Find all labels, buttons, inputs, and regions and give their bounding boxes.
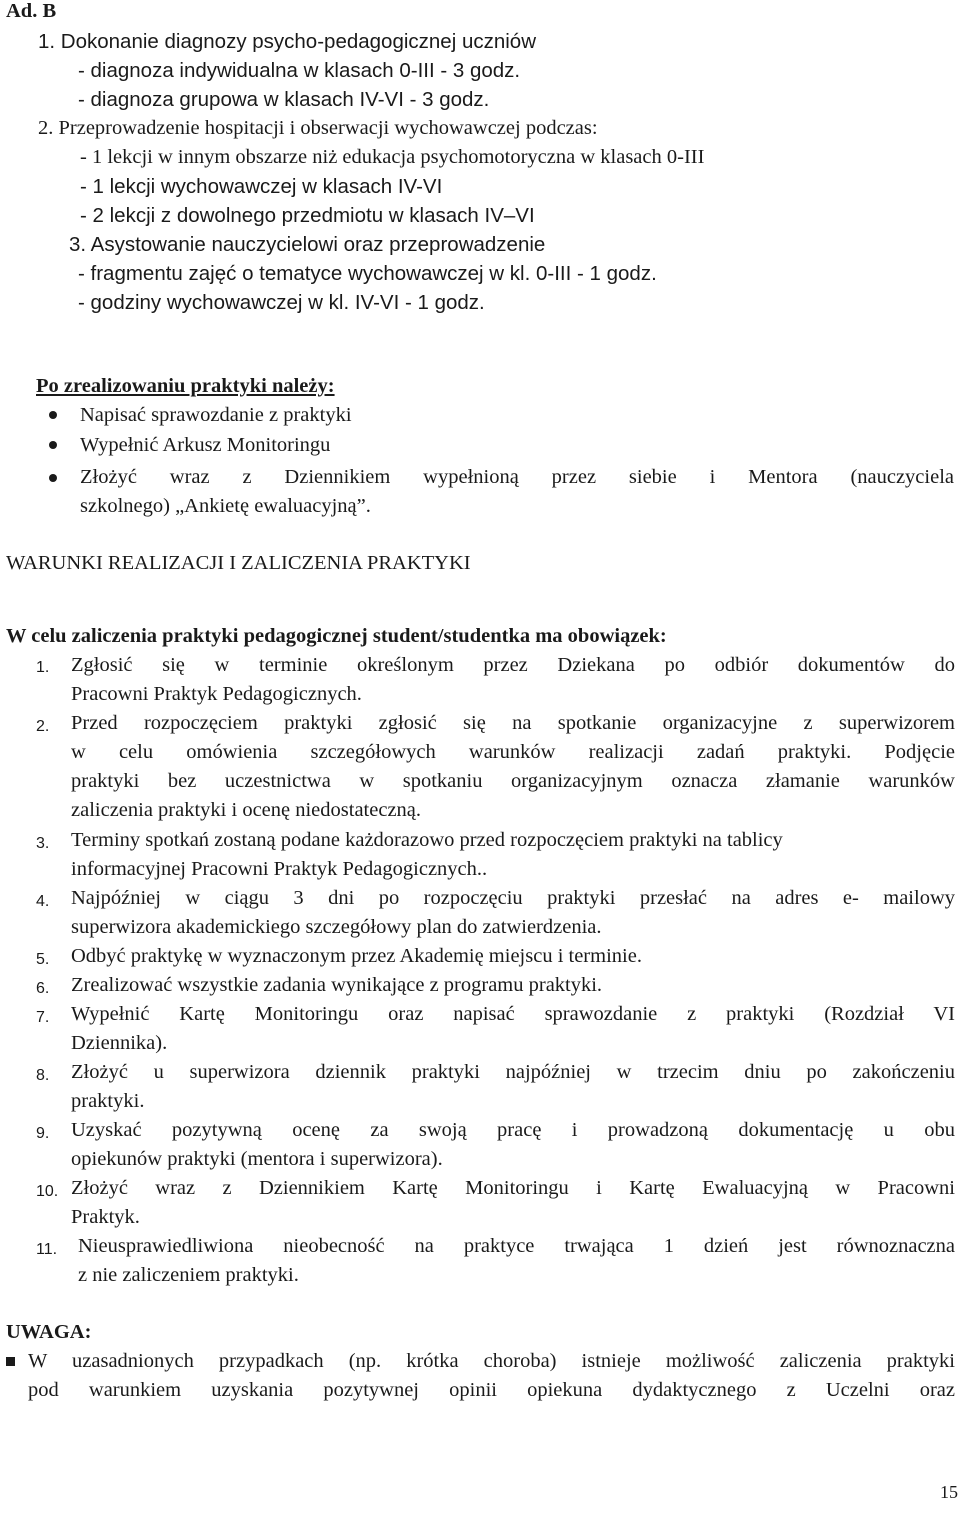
- square-bullet-icon: [6, 1357, 15, 1366]
- section-b-line: 3. Asystowanie nauczycielowi oraz przeprowadzenie: [69, 233, 546, 256]
- bullet-dot-icon: [49, 411, 57, 419]
- list-number: 7.: [36, 1009, 50, 1026]
- list-item-text: Dziennika).: [71, 1032, 168, 1054]
- section-b-line: - 1 lekcji wychowawczej w klasach IV-VI: [80, 175, 443, 198]
- list-number: 11.: [36, 1241, 58, 1258]
- list-number: 6.: [36, 980, 50, 997]
- list-item-text: praktyki.: [71, 1090, 145, 1112]
- page-number: 15: [940, 1482, 958, 1502]
- list-number: 4.: [36, 893, 50, 910]
- list-item-text: Nieusprawiedliwiona nieobecność na praktyce trwająca 1 dzień jest równoznaczna: [78, 1235, 955, 1257]
- section-heading: Ad. B: [6, 0, 57, 22]
- section-b-line: - fragmentu zajęć o tematyce wychowawczej w kl. 0-III - 1 godz.: [78, 262, 657, 285]
- list-item-text: Praktyk.: [71, 1206, 140, 1228]
- list-item-text: Złożyć u superwizora dziennik praktyki najpóźniej w trzecim dniu po zakończeniu: [71, 1061, 955, 1083]
- list-number: 9.: [36, 1125, 50, 1142]
- list-number: 5.: [36, 951, 50, 968]
- bullet-text: Wypełnić Arkusz Monitoringu: [80, 434, 331, 456]
- section-b-line: - 1 lekcji w innym obszarze niż edukacja psychomotoryczna w klasach 0-III: [80, 146, 705, 168]
- list-item-text: Uzyskać pozytywną ocenę za swoją pracę i prowadzoną dokumentację u obu: [71, 1119, 955, 1141]
- list-item-text: Wypełnić Kartę Monitoringu oraz napisać sprawozdanie z praktyki (Rozdział VI: [71, 1003, 955, 1025]
- bullet-dot-icon: [49, 474, 57, 482]
- note-text: W uzasadnionych przypadkach (np. krótka choroba) istnieje możliwość zaliczenia praktyki: [28, 1350, 955, 1372]
- bullet-text-continuation: szkolnego) „Ankietę ewaluacyjną”.: [80, 495, 371, 517]
- list-number: 1.: [36, 659, 50, 676]
- list-item-text: informacyjnej Pracowni Praktyk Pedagogicznych..: [71, 858, 488, 880]
- list-number: 2.: [36, 718, 50, 735]
- section-b-line: - diagnoza indywidualna w klasach 0-III - 3 godz.: [78, 59, 521, 82]
- list-number: 10.: [36, 1183, 59, 1200]
- list-number: 3.: [36, 835, 50, 852]
- section-b-line: 2. Przeprowadzenie hospitacji i obserwacji wychowawczej podczas:: [38, 117, 598, 139]
- list-item-text: Złożyć wraz z Dziennikiem Kartę Monitoringu i Kartę Ewaluacyjną w Pracowni: [71, 1177, 955, 1199]
- list-item-text: Zrealizować wszystkie zadania wynikające z programu praktyki.: [71, 974, 603, 996]
- conditions-title: WARUNKI REALIZACJI I ZALICZENIA PRAKTYKI: [6, 552, 471, 574]
- list-item-text: superwizora akademickiego szczegółowy plan do zatwierdzenia.: [71, 916, 602, 938]
- section-b-line: - 2 lekcji z dowolnego przedmiotu w klasach IV–VI: [80, 204, 535, 227]
- list-item-text: opiekunów praktyki (mentora i superwizora).: [71, 1148, 443, 1170]
- list-item-text: Najpóźniej w ciągu 3 dni po rozpoczęciu praktyki przesłać na adres e- mailowy: [71, 887, 955, 909]
- bullet-text: Napisać sprawozdanie z praktyki: [80, 404, 352, 426]
- list-item-text: Terminy spotkań zostaną podane każdorazowo przed rozpoczęciem praktyki na tablicy: [71, 829, 783, 851]
- obligations-title: W celu zaliczenia praktyki pedagogicznej student/studentka ma obowiązek:: [6, 625, 667, 647]
- section-b-line: - diagnoza grupowa w klasach IV-VI - 3 godz.: [78, 88, 490, 111]
- bullet-dot-icon: [49, 441, 57, 449]
- list-item-text: Odbyć praktykę w wyznaczonym przez Akademię miejscu i terminie.: [71, 945, 642, 967]
- list-item-text: w celu omówienia szczegółowych warunków realizacji zadań praktyki. Podjęcie: [71, 741, 955, 763]
- section-b-line: - godziny wychowawczej w kl. IV-VI - 1 godz.: [78, 291, 485, 314]
- list-item-text: z nie zaliczeniem praktyki.: [78, 1264, 299, 1286]
- list-item-text: Przed rozpoczęciem praktyki zgłosić się na spotkanie organizacyjne z superwizorem: [71, 712, 955, 734]
- list-number: 8.: [36, 1067, 50, 1084]
- list-item-text: Zgłosić się w terminie określonym przez Dziekana po odbiór dokumentów do: [71, 654, 955, 676]
- list-item-text: praktyki bez uczestnictwa w spotkaniu organizacyjnym oznacza złamanie warunków: [71, 770, 955, 792]
- bullet-text: Złożyć wraz z Dziennikiem wypełnioną przez siebie i Mentora (nauczyciela: [80, 466, 954, 488]
- after-practice-title: Po zrealizowaniu praktyki należy:: [36, 375, 335, 397]
- list-item-text: zaliczenia praktyki i ocenę niedostateczną.: [71, 799, 422, 821]
- section-b-line: 1. Dokonanie diagnozy psycho-pedagogicznej uczniów: [38, 30, 537, 53]
- note-title: UWAGA:: [6, 1321, 92, 1343]
- list-item-text: Pracowni Praktyk Pedagogicznych.: [71, 683, 362, 705]
- note-text: pod warunkiem uzyskania pozytywnej opinii opiekuna dydaktycznego z Uczelni oraz: [28, 1379, 955, 1401]
